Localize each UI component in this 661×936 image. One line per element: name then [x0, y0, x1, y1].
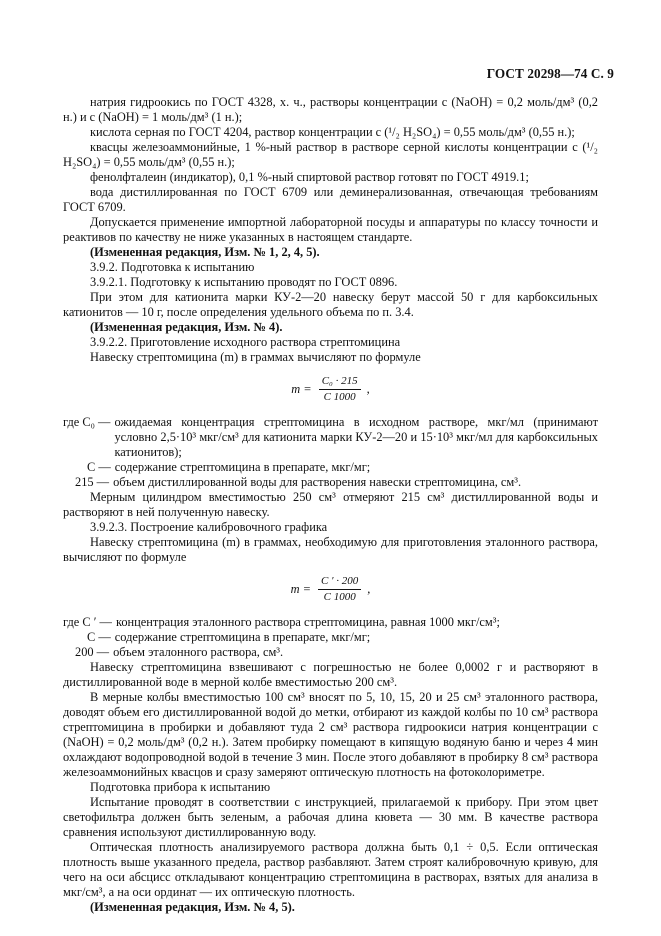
- definition-item: [63, 415, 598, 460]
- paragraph: В мерные колбы вместимостью 100 см³ вносят по 5, 10, 15, 20 и 25 см³ эталонного раствора, доводят объем его дистиллированной водой до метки, отбирают из каждой колбы по 10 см³ раствора стрептомицина в пробирки и добавляют туда 2 см³ раствора гидроокиси натрия концентрации c (NaOH) = 0,2 моль/дм³ (0,2 н.). Затем пробирку помещают в кипящую водяную баню и через 4 мин охлаждают водопроводной водой в течение 3 мин. После этого добавляют в пробирку 8 см³ раствора железоаммонийных квасцов и сразу замеряют оптическую плотность на фотоколориметре.: [63, 690, 598, 779]
- definition-text: объем эталонного раствора, см³.: [113, 645, 284, 659]
- formula-initial-solution: [63, 367, 598, 411]
- subsection-title: 3.9.2.1. Подготовку к испытанию проводят по ГОСТ 0896.: [90, 275, 398, 289]
- reagent-phenolphthalein: фенолфталеин (индикатор), 0,1 %-ный спиртовой раствор готовят по ГОСТ 4919.1;: [90, 170, 529, 184]
- formula-fraction: [319, 375, 361, 404]
- document-body: [63, 95, 598, 915]
- definition-term: где C ′ —: [63, 615, 112, 629]
- reagent-distilled-water: вода дистиллированная по ГОСТ 6709 или деминерализованная, отвечающая требованиям ГОСТ 6709.: [63, 185, 598, 214]
- edition-note: (Измененная редакция, Изм. № 4, 5).: [90, 900, 295, 914]
- edition-note: (Измененная редакция, Изм. № 4).: [90, 320, 283, 334]
- definition-text: концентрация эталонного раствора стрептомицина, равная 1000 мкг/см³;: [115, 615, 500, 629]
- definition-text: содержание стрептомицина в препарате, мкг/мг;: [114, 460, 371, 474]
- definition-item: [75, 475, 598, 490]
- subsection-title: Подготовка прибора к испытанию: [90, 780, 271, 794]
- paragraph: При этом для катионита марки КУ-2—20 навеску берут массой 50 г для карбоксильных катионитов — 10 г, после определения удельного объема по п. 3.4.: [63, 290, 598, 319]
- definition-term: C —: [87, 630, 111, 644]
- formula-numerator: C₀ · 215: [319, 375, 361, 390]
- definition-item: [75, 645, 598, 660]
- formula-reference-solution: [63, 567, 598, 611]
- definition-text: содержание стрептомицина в препарате, мкг/мг;: [114, 630, 371, 644]
- definition-item: [63, 615, 598, 630]
- section-title: 3.9.2. Подготовка к испытанию: [90, 260, 255, 274]
- paragraph: Испытание проводят в соответствии с инструкцией, прилагаемой к прибору. При этом цвет светофильтра должен быть зеленым, а рабочая длина кювета — 30 мм. В качестве раствора сравнения используют дистиллированную воду.: [63, 795, 598, 839]
- paragraph: Навеску стрептомицина взвешивают с погрешностью не более 0,0002 г и растворяют в дистиллированной воде в мерной колбе вместимостью 200 см³.: [63, 660, 598, 689]
- paragraph: Мерным цилиндром вместимостью 250 см³ отмеряют 215 см³ дистиллированной воды и растворяют в ней полученную навеску.: [63, 490, 598, 519]
- formula-denominator: C 1000: [323, 390, 356, 403]
- formula-fraction: [318, 575, 361, 604]
- formula-comma: ,: [367, 581, 371, 596]
- formula-denominator: C 1000: [323, 590, 356, 603]
- subsection-title: 3.9.2.2. Приготовление исходного раствора стрептомицина: [90, 335, 401, 349]
- definition-term: где C₀ —: [63, 415, 111, 429]
- definition-term: 200 —: [75, 645, 110, 659]
- definition-term: 215 —: [75, 475, 110, 489]
- definition-text: ожидаемая концентрация стрептомицина в исходном растворе, мкг/мл (принимают условно 2,5·10³ мкг/см³ для катионита марки КУ-2—20 и 15·10³ мкг/мл для карбоксильных катионитов);: [114, 415, 598, 459]
- paragraph: Оптическая плотность анализируемого раствора должна быть 0,1 ÷ 0,5. Если оптическая плотность выше указанного предела, раствор разбавляют. Затем строят калибровочную кривую, для чего на оси абсцисс откладывают концентрацию стрептомицина в растворах, взятых для анализа в мкг/см³, а на оси ординат — их оптическую плотность.: [63, 840, 598, 899]
- formula-numerator: C ′ · 200: [318, 575, 361, 590]
- definition-item: [87, 630, 598, 645]
- formula-comma: ,: [366, 381, 370, 396]
- edition-note: (Измененная редакция, Изм. № 1, 2, 4, 5).: [90, 245, 320, 259]
- subsection-title: 3.9.2.3. Построение калибровочного графика: [90, 520, 328, 534]
- definition-text: объем дистиллированной воды для растворения навески стрептомицина, см³.: [113, 475, 522, 489]
- page-header: ГОСТ 20298—74 С. 9: [486, 66, 614, 81]
- import-equipment-note: Допускается применение импортной лабораторной посуды и аппаратуры по классу точности и реактивов по качеству не ниже указанных в настоящем стандарте.: [63, 215, 598, 244]
- formula-lhs: m =: [290, 581, 312, 596]
- reagent-sodium-hydroxide: натрия гидроокись по ГОСТ 4328, х. ч., растворы концентрации c (NaOH) = 0,2 моль/дм³ (0,2 н.) и c (NaOH) = 1 моль/дм³ (1 н.);: [63, 95, 598, 124]
- definition-item: [87, 460, 598, 475]
- reagent-sulfuric-acid: кислота серная по ГОСТ 4204, раствор концентрации c (¹/₂ H₂SO₄) = 0,55 моль/дм³ (0,55 н.);: [90, 125, 575, 139]
- paragraph: Навеску стрептомицина (m) в граммах, необходимую для приготовления эталонного раствора, вычисляют по формуле: [63, 535, 598, 564]
- paragraph: Навеску стрептомицина (m) в граммах вычисляют по формуле: [90, 350, 421, 364]
- definition-term: C —: [87, 460, 111, 474]
- formula-lhs: m =: [291, 381, 312, 396]
- reagent-iron-alum: квасцы железоаммонийные, 1 %-ный раствор в растворе серной кислоты концентрации c (¹/₂ H₂SO₄) = 0,55 моль/дм³ (0,55 н.);: [63, 140, 598, 169]
